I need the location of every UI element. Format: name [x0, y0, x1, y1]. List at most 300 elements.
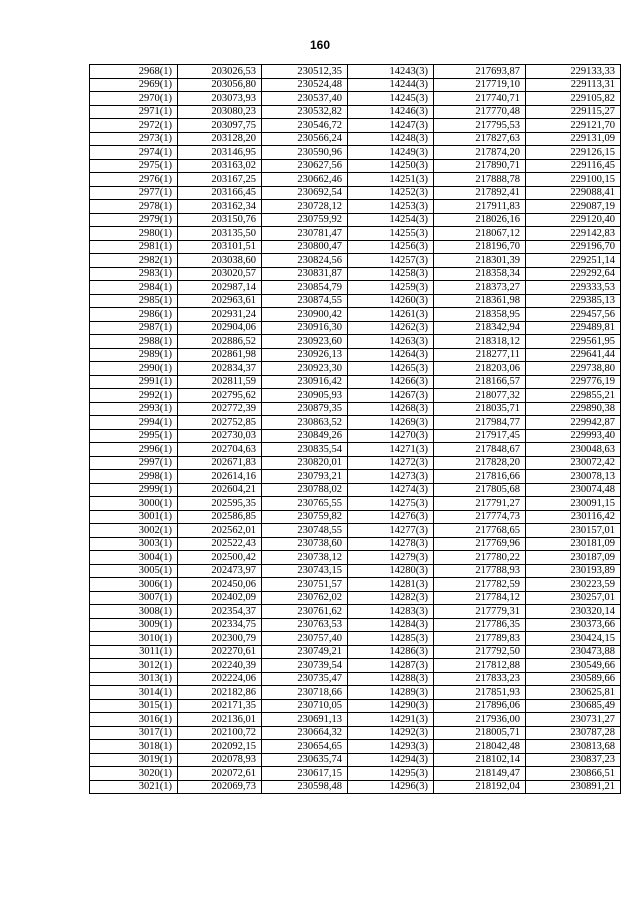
x-coordinate-b-cell: 217936,00: [434, 713, 526, 727]
x-coordinate-a-cell: 203146,95: [178, 146, 262, 160]
table-row: [90, 605, 621, 619]
table-row: [90, 767, 621, 781]
x-coordinate-b-cell: 217769,96: [434, 537, 526, 551]
table-row: [90, 146, 621, 160]
table-row: [90, 713, 621, 727]
table-row: [90, 159, 621, 173]
point-id-a-cell: 2976(1): [90, 173, 178, 187]
y-coordinate-b-cell: 229855,21: [526, 389, 621, 403]
y-coordinate-a-cell: 230900,42: [262, 308, 348, 322]
x-coordinate-b-cell: 217917,45: [434, 429, 526, 443]
y-coordinate-b-cell: 230257,01: [526, 591, 621, 605]
point-id-a-cell: 3020(1): [90, 767, 178, 781]
x-coordinate-a-cell: 202904,06: [178, 321, 262, 335]
y-coordinate-a-cell: 230916,42: [262, 375, 348, 389]
x-coordinate-a-cell: 202240,39: [178, 659, 262, 673]
y-coordinate-b-cell: 229113,31: [526, 78, 621, 92]
point-id-a-cell: 2981(1): [90, 240, 178, 254]
x-coordinate-b-cell: 218318,12: [434, 335, 526, 349]
table-row: [90, 308, 621, 322]
y-coordinate-b-cell: 229738,80: [526, 362, 621, 376]
point-id-a-cell: 2972(1): [90, 119, 178, 133]
point-id-b-cell: 14275(3): [348, 497, 434, 511]
x-coordinate-b-cell: 217719,10: [434, 78, 526, 92]
point-id-b-cell: 14287(3): [348, 659, 434, 673]
x-coordinate-a-cell: 202069,73: [178, 780, 262, 794]
table-row: [90, 632, 621, 646]
table-row: [90, 240, 621, 254]
point-id-b-cell: 14290(3): [348, 699, 434, 713]
table-row: [90, 348, 621, 362]
y-coordinate-a-cell: 230537,40: [262, 92, 348, 106]
y-coordinate-a-cell: 230524,48: [262, 78, 348, 92]
x-coordinate-b-cell: 217827,63: [434, 132, 526, 146]
point-id-a-cell: 2995(1): [90, 429, 178, 443]
table-row: [90, 470, 621, 484]
table-row: [90, 551, 621, 565]
table-row: [90, 105, 621, 119]
y-coordinate-b-cell: 230549,66: [526, 659, 621, 673]
y-coordinate-a-cell: 230512,35: [262, 65, 348, 79]
x-coordinate-a-cell: 202795,62: [178, 389, 262, 403]
y-coordinate-b-cell: 229100,15: [526, 173, 621, 187]
y-coordinate-a-cell: 230824,56: [262, 254, 348, 268]
point-id-a-cell: 2983(1): [90, 267, 178, 281]
y-coordinate-b-cell: 230373,66: [526, 618, 621, 632]
x-coordinate-a-cell: 202334,75: [178, 618, 262, 632]
table-row: [90, 497, 621, 511]
table-row: [90, 375, 621, 389]
x-coordinate-a-cell: 202963,61: [178, 294, 262, 308]
x-coordinate-b-cell: 218042,48: [434, 740, 526, 754]
table-row: [90, 672, 621, 686]
y-coordinate-a-cell: 230743,15: [262, 564, 348, 578]
table-row: [90, 564, 621, 578]
point-id-b-cell: 14273(3): [348, 470, 434, 484]
point-id-a-cell: 2980(1): [90, 227, 178, 241]
point-id-b-cell: 14252(3): [348, 186, 434, 200]
x-coordinate-a-cell: 203166,45: [178, 186, 262, 200]
y-coordinate-b-cell: 229126,15: [526, 146, 621, 160]
y-coordinate-a-cell: 230765,55: [262, 497, 348, 511]
x-coordinate-b-cell: 218358,95: [434, 308, 526, 322]
point-id-b-cell: 14247(3): [348, 119, 434, 133]
point-id-a-cell: 2978(1): [90, 200, 178, 214]
point-id-a-cell: 3006(1): [90, 578, 178, 592]
point-id-a-cell: 2988(1): [90, 335, 178, 349]
point-id-b-cell: 14255(3): [348, 227, 434, 241]
y-coordinate-b-cell: 230866,51: [526, 767, 621, 781]
point-id-a-cell: 3010(1): [90, 632, 178, 646]
y-coordinate-b-cell: 230187,09: [526, 551, 621, 565]
y-coordinate-a-cell: 230546,72: [262, 119, 348, 133]
point-id-a-cell: 3004(1): [90, 551, 178, 565]
y-coordinate-b-cell: 229489,81: [526, 321, 621, 335]
table-row: [90, 402, 621, 416]
y-coordinate-b-cell: 229385,13: [526, 294, 621, 308]
y-coordinate-b-cell: 230589,66: [526, 672, 621, 686]
point-id-b-cell: 14266(3): [348, 375, 434, 389]
point-id-b-cell: 14276(3): [348, 510, 434, 524]
x-coordinate-b-cell: 217828,20: [434, 456, 526, 470]
x-coordinate-b-cell: 217784,12: [434, 591, 526, 605]
point-id-b-cell: 14296(3): [348, 780, 434, 794]
x-coordinate-b-cell: 218192,04: [434, 780, 526, 794]
y-coordinate-a-cell: 230788,02: [262, 483, 348, 497]
point-id-b-cell: 14288(3): [348, 672, 434, 686]
x-coordinate-b-cell: 217851,93: [434, 686, 526, 700]
y-coordinate-a-cell: 230738,12: [262, 551, 348, 565]
y-coordinate-a-cell: 230532,82: [262, 105, 348, 119]
point-id-b-cell: 14272(3): [348, 456, 434, 470]
point-id-a-cell: 3013(1): [90, 672, 178, 686]
x-coordinate-b-cell: 218361,98: [434, 294, 526, 308]
point-id-b-cell: 14249(3): [348, 146, 434, 160]
page-number: 160: [309, 38, 331, 52]
y-coordinate-b-cell: 230731,27: [526, 713, 621, 727]
x-coordinate-a-cell: 203128,20: [178, 132, 262, 146]
y-coordinate-a-cell: 230748,55: [262, 524, 348, 538]
point-id-b-cell: 14254(3): [348, 213, 434, 227]
y-coordinate-a-cell: 230905,93: [262, 389, 348, 403]
x-coordinate-a-cell: 203073,93: [178, 92, 262, 106]
x-coordinate-a-cell: 203056,80: [178, 78, 262, 92]
point-id-a-cell: 3001(1): [90, 510, 178, 524]
point-id-a-cell: 2982(1): [90, 254, 178, 268]
x-coordinate-a-cell: 202772,39: [178, 402, 262, 416]
x-coordinate-a-cell: 202834,37: [178, 362, 262, 376]
table-row: [90, 699, 621, 713]
table-row: [90, 483, 621, 497]
y-coordinate-b-cell: 230193,89: [526, 564, 621, 578]
point-id-a-cell: 2975(1): [90, 159, 178, 173]
x-coordinate-a-cell: 202614,16: [178, 470, 262, 484]
point-id-a-cell: 2999(1): [90, 483, 178, 497]
y-coordinate-b-cell: 229457,56: [526, 308, 621, 322]
point-id-a-cell: 3018(1): [90, 740, 178, 754]
y-coordinate-b-cell: 229087,19: [526, 200, 621, 214]
point-id-a-cell: 2973(1): [90, 132, 178, 146]
point-id-a-cell: 3005(1): [90, 564, 178, 578]
point-id-a-cell: 3000(1): [90, 497, 178, 511]
point-id-b-cell: 14285(3): [348, 632, 434, 646]
y-coordinate-a-cell: 230879,35: [262, 402, 348, 416]
point-id-b-cell: 14257(3): [348, 254, 434, 268]
y-coordinate-b-cell: 229120,40: [526, 213, 621, 227]
x-coordinate-b-cell: 217816,66: [434, 470, 526, 484]
x-coordinate-a-cell: 202752,85: [178, 416, 262, 430]
point-id-b-cell: 14263(3): [348, 335, 434, 349]
x-coordinate-a-cell: 202730,03: [178, 429, 262, 443]
table-row: [90, 443, 621, 457]
table-row: [90, 65, 621, 79]
x-coordinate-b-cell: 217896,06: [434, 699, 526, 713]
table-row: [90, 510, 621, 524]
point-id-b-cell: 14281(3): [348, 578, 434, 592]
point-id-a-cell: 3014(1): [90, 686, 178, 700]
x-coordinate-b-cell: 218026,16: [434, 213, 526, 227]
y-coordinate-b-cell: 229196,70: [526, 240, 621, 254]
y-coordinate-a-cell: 230691,13: [262, 713, 348, 727]
point-id-b-cell: 14270(3): [348, 429, 434, 443]
y-coordinate-a-cell: 230566,24: [262, 132, 348, 146]
y-coordinate-a-cell: 230874,55: [262, 294, 348, 308]
y-coordinate-a-cell: 230617,15: [262, 767, 348, 781]
table-row: [90, 173, 621, 187]
point-id-a-cell: 3012(1): [90, 659, 178, 673]
x-coordinate-b-cell: 218277,11: [434, 348, 526, 362]
x-coordinate-a-cell: 202522,43: [178, 537, 262, 551]
point-id-b-cell: 14274(3): [348, 483, 434, 497]
point-id-a-cell: 3002(1): [90, 524, 178, 538]
point-id-a-cell: 3019(1): [90, 753, 178, 767]
x-coordinate-b-cell: 218077,32: [434, 389, 526, 403]
point-id-a-cell: 2968(1): [90, 65, 178, 79]
x-coordinate-a-cell: 202473,97: [178, 564, 262, 578]
table-row: [90, 645, 621, 659]
y-coordinate-b-cell: 230837,23: [526, 753, 621, 767]
y-coordinate-b-cell: 229993,40: [526, 429, 621, 443]
point-id-b-cell: 14286(3): [348, 645, 434, 659]
point-id-b-cell: 14248(3): [348, 132, 434, 146]
x-coordinate-a-cell: 203167,25: [178, 173, 262, 187]
point-id-a-cell: 2993(1): [90, 402, 178, 416]
point-id-a-cell: 2992(1): [90, 389, 178, 403]
y-coordinate-a-cell: 230820,01: [262, 456, 348, 470]
x-coordinate-b-cell: 218166,57: [434, 375, 526, 389]
point-id-a-cell: 2987(1): [90, 321, 178, 335]
x-coordinate-a-cell: 203162,34: [178, 200, 262, 214]
x-coordinate-a-cell: 202704,63: [178, 443, 262, 457]
table-row: [90, 321, 621, 335]
y-coordinate-b-cell: 230625,81: [526, 686, 621, 700]
y-coordinate-a-cell: 230781,47: [262, 227, 348, 241]
x-coordinate-a-cell: 202092,15: [178, 740, 262, 754]
x-coordinate-a-cell: 202595,35: [178, 497, 262, 511]
y-coordinate-a-cell: 230664,32: [262, 726, 348, 740]
x-coordinate-b-cell: 218373,27: [434, 281, 526, 295]
coordinates-table: [89, 64, 621, 794]
point-id-a-cell: 3011(1): [90, 645, 178, 659]
x-coordinate-a-cell: 203150,76: [178, 213, 262, 227]
point-id-b-cell: 14269(3): [348, 416, 434, 430]
y-coordinate-a-cell: 230598,48: [262, 780, 348, 794]
point-id-a-cell: 2974(1): [90, 146, 178, 160]
y-coordinate-a-cell: 230728,12: [262, 200, 348, 214]
point-id-b-cell: 14294(3): [348, 753, 434, 767]
point-id-b-cell: 14244(3): [348, 78, 434, 92]
y-coordinate-b-cell: 230685,49: [526, 699, 621, 713]
y-coordinate-a-cell: 230692,54: [262, 186, 348, 200]
point-id-b-cell: 14277(3): [348, 524, 434, 538]
x-coordinate-b-cell: 217833,23: [434, 672, 526, 686]
y-coordinate-b-cell: 230048,63: [526, 443, 621, 457]
point-id-b-cell: 14271(3): [348, 443, 434, 457]
x-coordinate-a-cell: 202171,35: [178, 699, 262, 713]
y-coordinate-b-cell: 229890,38: [526, 402, 621, 416]
point-id-a-cell: 2996(1): [90, 443, 178, 457]
x-coordinate-b-cell: 217788,93: [434, 564, 526, 578]
point-id-b-cell: 14278(3): [348, 537, 434, 551]
y-coordinate-b-cell: 230787,28: [526, 726, 621, 740]
point-id-a-cell: 3008(1): [90, 605, 178, 619]
x-coordinate-b-cell: 217693,87: [434, 65, 526, 79]
y-coordinate-b-cell: 229121,70: [526, 119, 621, 133]
table-row: [90, 537, 621, 551]
point-id-b-cell: 14280(3): [348, 564, 434, 578]
x-coordinate-a-cell: 202562,01: [178, 524, 262, 538]
point-id-a-cell: 2986(1): [90, 308, 178, 322]
x-coordinate-a-cell: 202604,21: [178, 483, 262, 497]
x-coordinate-a-cell: 202078,93: [178, 753, 262, 767]
point-id-b-cell: 14245(3): [348, 92, 434, 106]
y-coordinate-b-cell: 229251,14: [526, 254, 621, 268]
y-coordinate-b-cell: 230473,88: [526, 645, 621, 659]
point-id-a-cell: 2971(1): [90, 105, 178, 119]
point-id-a-cell: 2985(1): [90, 294, 178, 308]
x-coordinate-a-cell: 202987,14: [178, 281, 262, 295]
y-coordinate-a-cell: 230763,53: [262, 618, 348, 632]
x-coordinate-a-cell: 202300,79: [178, 632, 262, 646]
table-row: [90, 416, 621, 430]
x-coordinate-b-cell: 218203,06: [434, 362, 526, 376]
x-coordinate-b-cell: 217780,22: [434, 551, 526, 565]
x-coordinate-a-cell: 202224,06: [178, 672, 262, 686]
table-row: [90, 726, 621, 740]
y-coordinate-b-cell: 230223,59: [526, 578, 621, 592]
y-coordinate-a-cell: 230662,46: [262, 173, 348, 187]
point-id-a-cell: 3017(1): [90, 726, 178, 740]
point-id-a-cell: 2984(1): [90, 281, 178, 295]
x-coordinate-a-cell: 202586,85: [178, 510, 262, 524]
table-row: [90, 119, 621, 133]
x-coordinate-b-cell: 217892,41: [434, 186, 526, 200]
y-coordinate-a-cell: 230735,47: [262, 672, 348, 686]
point-id-a-cell: 2977(1): [90, 186, 178, 200]
point-id-b-cell: 14267(3): [348, 389, 434, 403]
x-coordinate-a-cell: 203080,23: [178, 105, 262, 119]
y-coordinate-a-cell: 230627,56: [262, 159, 348, 173]
y-coordinate-a-cell: 230654,65: [262, 740, 348, 754]
point-id-b-cell: 14246(3): [348, 105, 434, 119]
point-id-a-cell: 2989(1): [90, 348, 178, 362]
point-id-b-cell: 14293(3): [348, 740, 434, 754]
y-coordinate-a-cell: 230710,05: [262, 699, 348, 713]
x-coordinate-b-cell: 218196,70: [434, 240, 526, 254]
table-row: [90, 780, 621, 794]
y-coordinate-a-cell: 230849,26: [262, 429, 348, 443]
table-row: [90, 227, 621, 241]
y-coordinate-a-cell: 230916,30: [262, 321, 348, 335]
x-coordinate-b-cell: 218035,71: [434, 402, 526, 416]
table-row: [90, 254, 621, 268]
x-coordinate-b-cell: 217888,78: [434, 173, 526, 187]
point-id-b-cell: 14250(3): [348, 159, 434, 173]
x-coordinate-a-cell: 202402,09: [178, 591, 262, 605]
table-row: [90, 578, 621, 592]
x-coordinate-b-cell: 217805,68: [434, 483, 526, 497]
x-coordinate-b-cell: 217740,71: [434, 92, 526, 106]
point-id-b-cell: 14253(3): [348, 200, 434, 214]
point-id-b-cell: 14262(3): [348, 321, 434, 335]
x-coordinate-b-cell: 217848,67: [434, 443, 526, 457]
x-coordinate-b-cell: 218067,12: [434, 227, 526, 241]
y-coordinate-b-cell: 230891,21: [526, 780, 621, 794]
point-id-b-cell: 14284(3): [348, 618, 434, 632]
point-id-a-cell: 3003(1): [90, 537, 178, 551]
y-coordinate-a-cell: 230739,54: [262, 659, 348, 673]
y-coordinate-a-cell: 230863,52: [262, 416, 348, 430]
y-coordinate-a-cell: 230793,21: [262, 470, 348, 484]
x-coordinate-b-cell: 218342,94: [434, 321, 526, 335]
x-coordinate-b-cell: 218149,47: [434, 767, 526, 781]
x-coordinate-a-cell: 203038,60: [178, 254, 262, 268]
y-coordinate-b-cell: 230091,15: [526, 497, 621, 511]
point-id-b-cell: 14260(3): [348, 294, 434, 308]
x-coordinate-b-cell: 217768,65: [434, 524, 526, 538]
point-id-b-cell: 14268(3): [348, 402, 434, 416]
y-coordinate-a-cell: 230762,02: [262, 591, 348, 605]
x-coordinate-a-cell: 202354,37: [178, 605, 262, 619]
point-id-b-cell: 14291(3): [348, 713, 434, 727]
x-coordinate-b-cell: 217791,27: [434, 497, 526, 511]
x-coordinate-b-cell: 217795,53: [434, 119, 526, 133]
point-id-a-cell: 3009(1): [90, 618, 178, 632]
point-id-b-cell: 14261(3): [348, 308, 434, 322]
point-id-b-cell: 14282(3): [348, 591, 434, 605]
table-row: [90, 267, 621, 281]
x-coordinate-a-cell: 202182,86: [178, 686, 262, 700]
y-coordinate-a-cell: 230761,62: [262, 605, 348, 619]
table-row: [90, 294, 621, 308]
table-row: [90, 659, 621, 673]
point-id-a-cell: 3015(1): [90, 699, 178, 713]
point-id-b-cell: 14256(3): [348, 240, 434, 254]
point-id-a-cell: 2998(1): [90, 470, 178, 484]
x-coordinate-a-cell: 203101,51: [178, 240, 262, 254]
x-coordinate-a-cell: 203163,02: [178, 159, 262, 173]
x-coordinate-a-cell: 202450,06: [178, 578, 262, 592]
point-id-b-cell: 14289(3): [348, 686, 434, 700]
x-coordinate-a-cell: 202811,59: [178, 375, 262, 389]
table-row: [90, 456, 621, 470]
point-id-b-cell: 14264(3): [348, 348, 434, 362]
table-row: [90, 132, 621, 146]
table-row: [90, 281, 621, 295]
table-row: [90, 200, 621, 214]
y-coordinate-b-cell: 229115,27: [526, 105, 621, 119]
x-coordinate-b-cell: 217770,48: [434, 105, 526, 119]
y-coordinate-a-cell: 230738,60: [262, 537, 348, 551]
y-coordinate-a-cell: 230759,82: [262, 510, 348, 524]
x-coordinate-a-cell: 202100,72: [178, 726, 262, 740]
table-row: [90, 618, 621, 632]
point-id-b-cell: 14265(3): [348, 362, 434, 376]
x-coordinate-b-cell: 218102,14: [434, 753, 526, 767]
x-coordinate-a-cell: 203020,57: [178, 267, 262, 281]
table-row: [90, 92, 621, 106]
x-coordinate-b-cell: 217782,59: [434, 578, 526, 592]
y-coordinate-a-cell: 230800,47: [262, 240, 348, 254]
y-coordinate-a-cell: 230835,54: [262, 443, 348, 457]
point-id-a-cell: 2990(1): [90, 362, 178, 376]
y-coordinate-a-cell: 230635,74: [262, 753, 348, 767]
x-coordinate-a-cell: 202500,42: [178, 551, 262, 565]
y-coordinate-b-cell: 230116,42: [526, 510, 621, 524]
y-coordinate-b-cell: 230157,01: [526, 524, 621, 538]
y-coordinate-b-cell: 229116,45: [526, 159, 621, 173]
x-coordinate-b-cell: 217874,20: [434, 146, 526, 160]
